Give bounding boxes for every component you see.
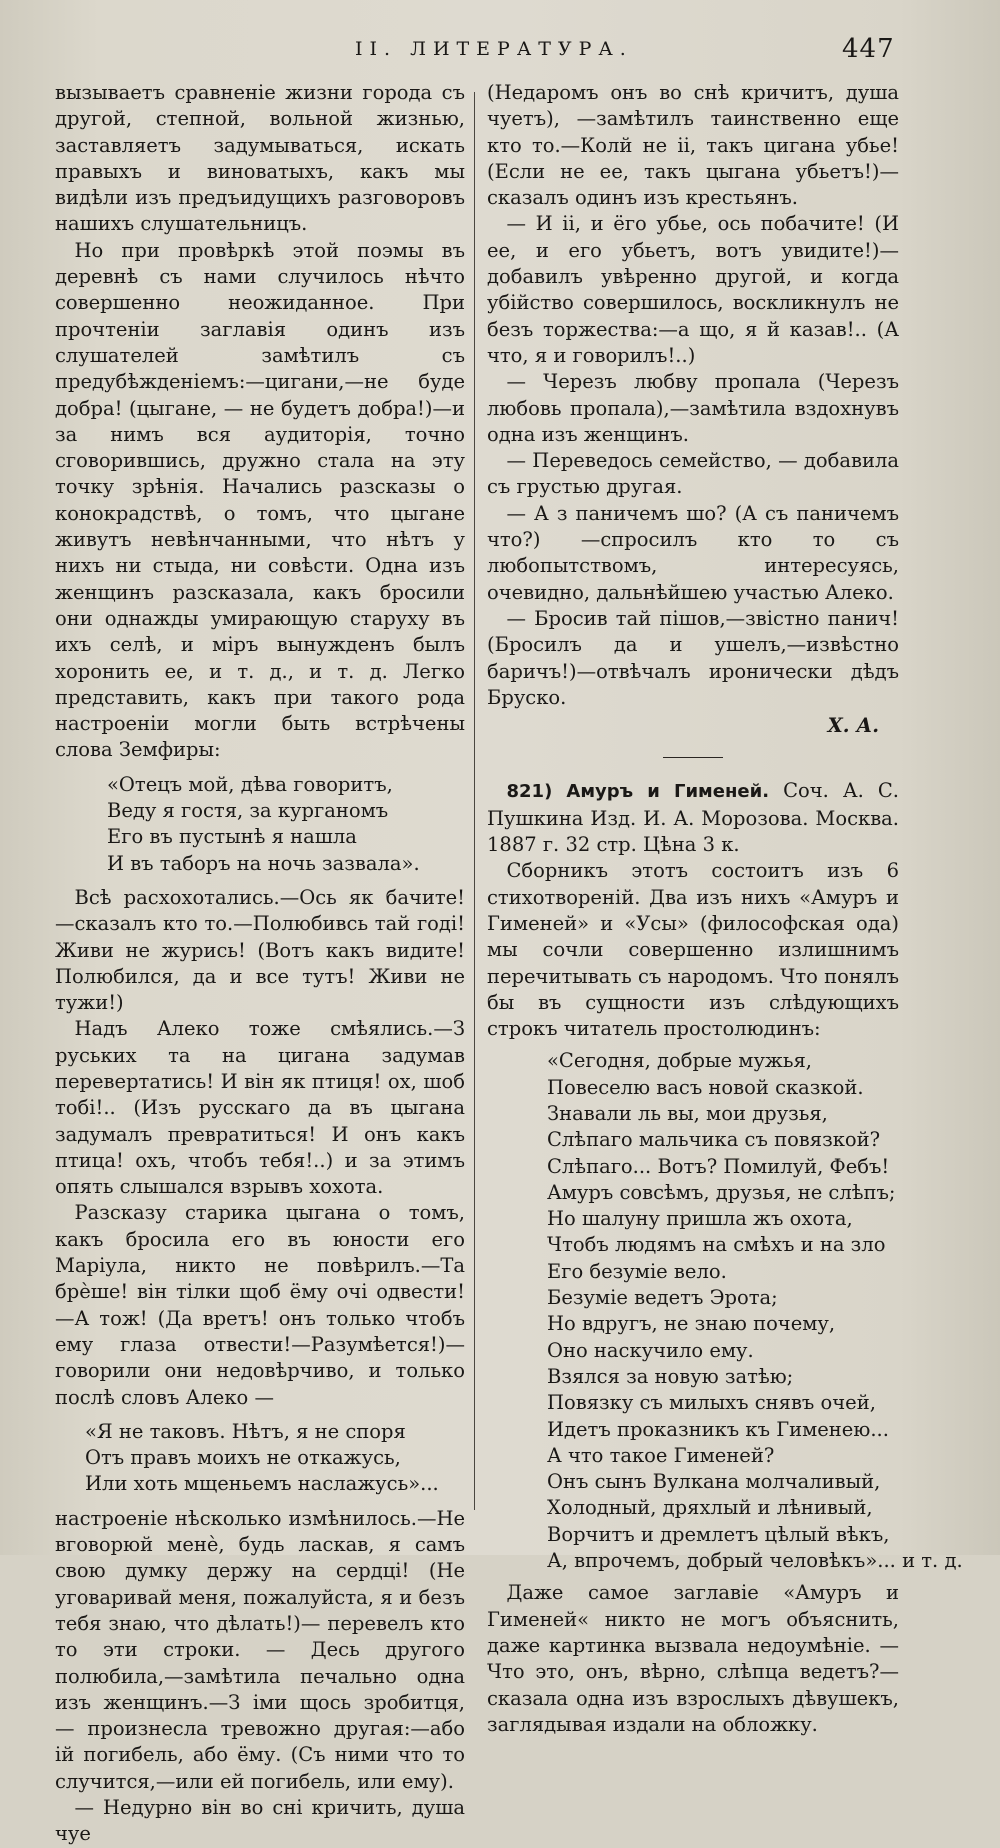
verse-line: Амуръ совсѣмъ, друзья, не слѣпъ; (547, 1180, 896, 1204)
verse-line: Повязку съ милыхъ снявъ очей, (547, 1391, 876, 1415)
left-column (55, 80, 465, 1848)
verse-line: Идетъ проказникъ къ Гименею... (547, 1417, 889, 1441)
verse-line: «Я не таковъ. Нѣтъ, я не споря (85, 1419, 406, 1443)
verse-line: Оно наскучило ему. (547, 1338, 754, 1362)
verse-amur (547, 1048, 963, 1574)
verse-line: Слѣпаго мальчика съ повязкой? (547, 1128, 881, 1152)
paragraph: Всѣ расхохотались.—Ось як бачите!—сказалъ кто то.—Полюбивсь тай годі! Живи не журись! (Вотъ какъ видите! Полюбился, да и все тутъ! Живи не тужи!) (55, 885, 465, 1015)
bibliography-entry (487, 778, 899, 858)
verse-line: А, впрочемъ, добрый человѣкъ»... и т. д. (547, 1549, 963, 1573)
verse-line: Или хоть мщеньемъ наслажусь»... (85, 1472, 439, 1496)
paragraph: — Бросив тай пішов,—звістно панич! (Бросилъ да и ушелъ,—извѣстно баричъ!)—отвѣчалъ иронически дѣдъ Бруско. (487, 606, 899, 709)
paragraph: Сборникъ этотъ состоитъ изъ 6 стихотвореній. Два изъ нихъ «Амуръ и Гименей» и «Усы» (философская ода) мы сочли совершенно излишнимъ перечитывать съ народомъ. Что понялъ бы въ сущности изъ слѣдующихъ строкъ читатель простолюдинъ: (487, 859, 899, 1041)
verse-line: Его въ пустынѣ я нашла (107, 825, 357, 849)
column-divider (474, 92, 475, 1510)
paragraph: — Недурно він во сні кричить, душа чуе (55, 1796, 465, 1846)
verse-line: Веду я гостя, за курганомъ (107, 799, 389, 823)
author-signature: Х. А. (827, 714, 879, 738)
verse-line: И въ таборъ на ночь зазвала». (107, 851, 420, 875)
running-header (0, 30, 1000, 70)
right-column (487, 80, 963, 1738)
paragraph: Даже самое заглавіе «Амуръ и Гименей« никто не могъ объяснить, даже картинка вызвала недоумѣніе. — Что это, онъ, вѣрно, слѣпца ведетъ?—сказала одна изъ взрослыхъ дѣвушекъ, заглядывая издали на обложку. (487, 1581, 899, 1736)
paragraph: — А з паничемъ шо? (А съ паничемъ что?) —спросилъ кто то съ любопытствомъ, интересуясь, очевидно, дальнѣйшею участью Алеко. (487, 501, 899, 604)
verse-line: Чтобъ людямъ на смѣхъ и на зло (547, 1233, 886, 1257)
entry-title: 821) Амуръ и Гименей. (506, 781, 770, 803)
paragraph: — И іі, и ёго убье, ось побачите! (И ее, и его убьетъ, вотъ увидите!)—добавилъ увѣренно другой, и когда убійство совершилось, воскликнулъ не безъ торжества:—а що, я й казав!.. (А что, я и говорилъ!..) (487, 212, 899, 367)
verse-line: Отъ правъ моихъ не откажусь, (85, 1446, 401, 1470)
verse-zemfira (107, 772, 465, 877)
paragraph: — Переведось семейство, — добавила съ грустью другая. (487, 449, 899, 499)
paragraph: Разсказу старика цыгана о томъ, какъ бросила его въ юности его Маріула, никто не повѣрилъ.—Та брѐше! він тілки щоб ёму очі одвести!—А тож! (Да вретъ! онъ только чтобъ ему глаза отвести!—Разумѣется!)—говорили они недовѣрчиво, и только послѣ словъ Алеко — (55, 1201, 465, 1409)
verse-line: А что такое Гименей? (547, 1443, 775, 1467)
verse-line: Онъ сынъ Вулкана молчаливый, (547, 1470, 881, 1494)
entry-details: Соч. А. С. Пушкина Изд. И. А. Морозова. Москва. 1887 г. 32 стр. Цѣна 3 к. (487, 779, 899, 857)
verse-line: Повеселю васъ новой сказкой. (547, 1075, 864, 1099)
paragraph: вызываетъ сравненіе жизни города съ другой, степной, вольной жизнью, заставляетъ задумываться, искать правыхъ и виноватыхъ, какъ мы видѣли изъ предъидущихъ разговоровъ нашихъ слушательницъ. (55, 81, 465, 236)
section-rule (663, 757, 723, 758)
verse-line: Знавали ль вы, мои друзья, (547, 1101, 828, 1125)
section-title: II. ЛИТЕРАТУРА. (355, 38, 633, 60)
verse-line: Ворчитъ и дремлетъ цѣлый вѣкъ, (547, 1522, 890, 1546)
verse-line: «Отецъ мой, дѣва говоритъ, (107, 772, 393, 796)
paragraph: Но при провѣркѣ этой поэмы въ деревнѣ съ нами случилось нѣчто совершенно неожиданное. При прочтеніи заглавія одинъ изъ слушателей замѣтилъ съ предубѣжденіемъ:—цигани,—не буде добра! (цыгане, — не будетъ добра!)—и за нимъ вся аудиторія, точно сговорившись, дружно стала на эту точку зрѣнія. Начались разсказы о конокрадствѣ, о томъ, что цыгане живутъ невѣнчанными, что нѣтъ у нихъ ни стыда, ни совѣсти. Одна изъ женщинъ разсказала, какъ бросили они однажды умирающую старуху въ ихъ селѣ, и міръ вынужденъ былъ хоронить ее, и т. д., и т. д. Легко представить, какъ при такого рода настроеніи могли быть встрѣчены слова Земфиры: (55, 238, 465, 762)
verse-aleko (85, 1419, 465, 1498)
verse-line: Безуміе ведетъ Эрота; (547, 1286, 778, 1310)
verse-line: Но вдругъ, не знаю почему, (547, 1312, 836, 1336)
verse-line: Взялся за новую затѣю; (547, 1364, 794, 1388)
verse-line: Слѣпаго... Вотъ? Помилуй, Фебъ! (547, 1154, 890, 1178)
verse-line: Но шалуну пришла жъ охота, (547, 1207, 853, 1231)
page-number: 447 (842, 34, 895, 64)
verse-line: «Сегодня, добрые мужья, (547, 1049, 812, 1073)
paragraph: (Недаромъ онъ во снѣ кричитъ, душа чуетъ), —замѣтилъ таинственно еще кто то.—Колй не іі, такъ цигана убье! (Если не ее, такъ цыгана убьетъ!)—сказалъ одинъ изъ крестьянъ. (487, 81, 899, 210)
verse-line: Его безуміе вело. (547, 1259, 727, 1283)
paragraph: Надъ Алеко тоже смѣялись.—З руських та на цигана задумав перевертатись! И він як птиця! ох, шоб тобі!.. (Изъ русскаго да въ цыгана задумалъ превратиться! И онъ какъ птица! охъ, чтобъ тебя!..) и за этимъ опять слышался взрывъ хохота. (55, 1017, 465, 1199)
paragraph: — Черезъ любву пропала (Черезъ любовь пропала),—замѣтила вздохнувъ одна изъ женщинъ. (487, 370, 899, 446)
verse-line: Холодный, дряхлый и лѣнивый, (547, 1496, 873, 1520)
paragraph: настроеніе нѣсколько измѣнилось.—Не вговорюй менѐ, будь ласкав, я самъ свою думку держу на сердці! (Не уговаривай меня, пожалуйста, я и безъ тебя знаю, что дѣлать!)— перевелъ кто то эти строки. — Десь другого полюбила,—замѣтила печально одна изъ женщинъ.—З іми щось зробитця, — произнесла тревожно другая:—або ій погибель, або ёму. (Съ ними что то случится,—или ей погибель, или ему). (55, 1506, 465, 1793)
